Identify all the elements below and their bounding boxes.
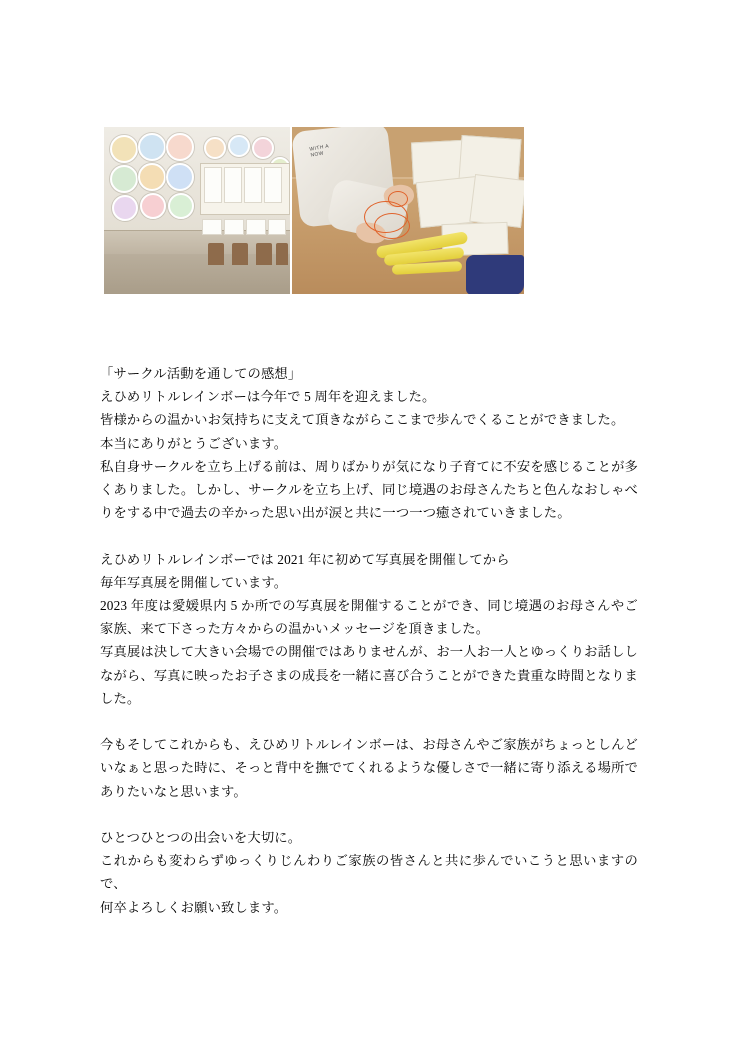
paragraph: えひめリトルレインボーでは 2021 年に初めて写真展を開催してから <box>100 551 510 567</box>
document-body <box>100 362 638 919</box>
paragraph: ひとつひとつの出会いを大切に。 <box>100 830 302 846</box>
wall-circle-decoration <box>228 135 250 157</box>
wall-circle-decoration <box>138 163 166 191</box>
wall-circle-decoration <box>166 133 194 161</box>
sleeve-print-text: WITH A NOW <box>309 143 330 159</box>
stool <box>232 243 248 265</box>
display-photo <box>244 167 262 203</box>
leaflet <box>246 219 266 235</box>
paragraph-closing: 何卒よろしくお願い致します。 <box>100 899 288 915</box>
classroom-wall-photo <box>104 127 290 294</box>
navy-bag <box>466 255 524 294</box>
paragraph-spacer <box>100 710 638 733</box>
photo-band <box>104 127 524 294</box>
wall-circle-decoration <box>204 137 226 159</box>
display-photo <box>264 167 282 203</box>
wall-circle-decoration <box>252 137 274 159</box>
paragraph: これからも変わらずゆっくりじんわりご家族の皆さんと共に歩んでいこうと思いますので、 <box>100 853 638 892</box>
wall-circle-decoration <box>140 193 166 219</box>
paragraph: 毎年写真展を開催しています。 <box>100 574 288 590</box>
stool <box>276 243 288 265</box>
leaflet <box>268 219 286 235</box>
display-photo <box>224 167 242 203</box>
stool <box>256 243 272 265</box>
paragraph: 今もそしてこれからも、えひめリトルレインボーは、お母さんやご家族がちょっとしんどいなぁと思った時に、そっと背中を撫でてくれるような優しさで一緒に寄り添える場所でありたいなと思います。 <box>100 737 638 799</box>
paragraph: 本当にありがとうございます。 <box>100 435 288 451</box>
wall-circle-decoration <box>112 195 138 221</box>
wall-circle-decoration <box>166 163 194 191</box>
message-card <box>469 174 524 228</box>
paragraph: 皆様からの温かいお気持ちに支えて頂きながらここまで歩んでくることができました。 <box>100 412 625 428</box>
paragraph: 写真展は決して大きい会場での開催ではありませんが、お一人お一人とゆっくりお話ししながら、写真に映ったお子さまの成長を一緒に喜び合うことができた貴重な時間となりました。 <box>100 644 638 706</box>
paragraph-title: 「サークル活動を通しての感想」 <box>100 366 302 381</box>
paragraph: えひめリトルレインボーは今年で 5 周年を迎えました。 <box>100 389 436 405</box>
orange-thread <box>388 191 408 207</box>
wall-circle-decoration <box>168 193 194 219</box>
stool <box>208 243 224 265</box>
paragraph: 私自身サークルを立ち上げる前は、周りばかりが気になり子育てに不安を感じることが多くありました。しかし、サークルを立ち上げ、同じ境遇のお母さんたちと色んなおしゃべりをする中で過去の辛かった思い出が涙と共に一つ一つ癒されていきました。 <box>100 458 638 521</box>
display-photo <box>204 167 222 203</box>
leaflet <box>202 219 222 235</box>
wall-circle-decoration <box>110 135 138 163</box>
leaflet <box>224 219 244 235</box>
orange-thread <box>374 213 410 239</box>
wall-circle-decoration <box>110 165 138 193</box>
paragraph: 2023 年度は愛媛県内 5 か所での写真展を開催することができ、同じ境遇のお母さんやご家族、来て下さった方々からの温かいメッセージを頂きました。 <box>100 598 638 637</box>
paragraph-spacer <box>100 524 638 547</box>
paragraph-spacer <box>100 803 638 826</box>
wall-circle-decoration <box>138 133 166 161</box>
craft-hands-photo <box>292 127 524 294</box>
